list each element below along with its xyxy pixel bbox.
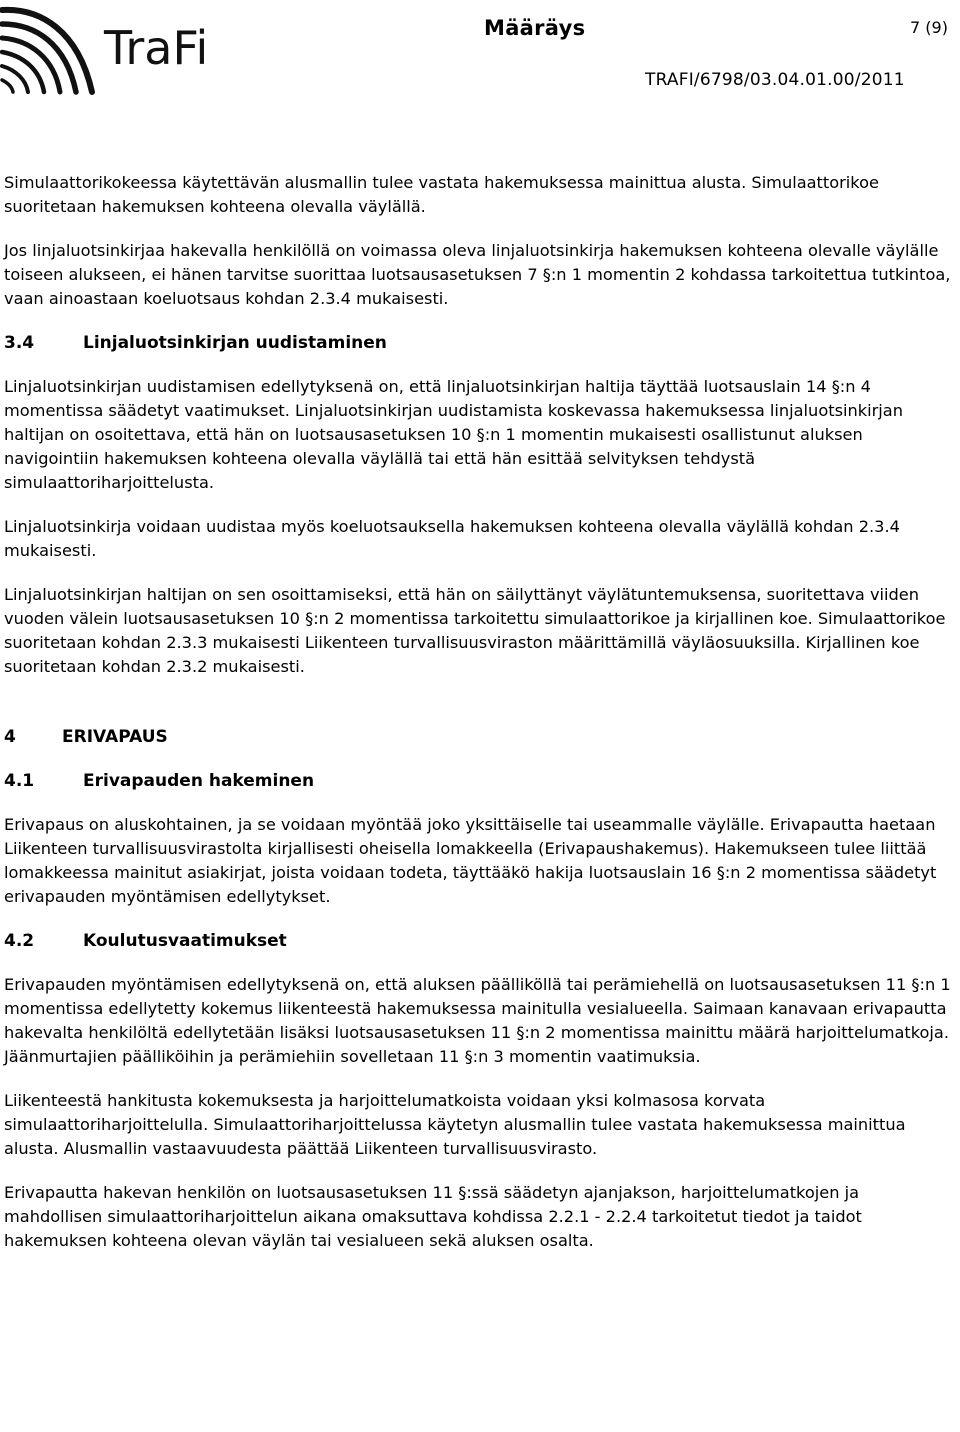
section-heading-4-2 [4, 929, 956, 953]
section-heading-4 [4, 725, 956, 749]
document-body [4, 171, 956, 1273]
paragraph-exemption-application: Erivapaus on aluskohtainen, ja se voidaan myöntää joko yksittäiselle tai useammalle väylälle. Erivapautta haetaan Liikenteen turvallisuusvirastolta kirjallisesti oheisella lomakkeella (Erivapaushakemus). Hakemukseen tulee liittää lomakkeessa mainitut asiakirjat, joista voidaan todeta, täyttääkö hakija luotsauslain 16 §:n 2 momentissa säädetyt erivapauden myöntämisen edellytykset. [4, 815, 937, 906]
section-title: Linjaluotsinkirjan uudistaminen [83, 333, 387, 353]
paragraph-simulator-test: Simulaattorikokeessa käytettävän alusmallin tulee vastata hakemuksessa mainittua alusta. Simulaattorikoe suoritetaan hakemuksen kohteena olevalla väylällä. [4, 173, 879, 216]
paragraph-simulator-substitution: Liikenteestä hankitusta kokemuksesta ja harjoittelumatkoista voidaan yksi kolmasosa korvata simulaattoriharjoittelulla. Simulaattoriharjoittelussa käytetyn alusmallin tulee vastata hakemuksessa mainittua alusta. Alusmallin vastaavuudesta päättää Liikenteen turvallisuusvirasto. [4, 1091, 906, 1158]
section-number: 3.4 [4, 333, 35, 353]
paragraph-existing-license: Jos linjaluotsinkirjaa hakevalla henkilöllä on voimassa oleva linjaluotsinkirja hakemuksen kohteena olevalle väylälle toiseen alukseen, ei hänen tarvitse suorittaa luotsausasetuksen 7 §:n 1 momentin 2 kohdassa tarkoitettua tutkintoa, vaan ainoastaan koeluotsaus kohdan 2.3.4 mukaisesti. [4, 241, 951, 308]
page-number: 7 (9) [910, 18, 948, 37]
paragraph-renewal-requirements: Linjaluotsinkirjan uudistamisen edellytyksenä on, että linjaluotsinkirjan haltija täyttää luotsauslain 14 §:n 4 momentissa säädetyt vaatimukset. Linjaluotsinkirjan uudistamista koskevassa hakemuksessa linjaluotsinkirjan haltijan on osoitettava, että hän on luotsausasetuksen 10 §:n 1 momentin mukaisesti osallistunut aluksen navigointiin hakemuksen kohteena olevalla väylällä tai että hän esittää selvityksen tehdystä simulaattoriharjoittelusta. [4, 377, 903, 492]
section-number: 4 [4, 727, 16, 747]
section-heading-4-1 [4, 769, 956, 793]
document-type: Määräys [484, 16, 586, 40]
logo-text: TraFi [104, 21, 209, 75]
section-title: Erivapauden hakeminen [83, 771, 315, 791]
section-number: 4.1 [4, 771, 35, 791]
paragraph-renewal-pilotage: Linjaluotsinkirja voidaan uudistaa myös koeluotsauksella hakemuksen kohteena olevalla väylällä kohdan 2.3.4 mukaisesti. [4, 517, 900, 560]
paragraph-knowledge-skills: Erivapautta hakevan henkilön on luotsausasetuksen 11 §:ssä säädetyn ajanjakson, harjoittelumatkojen ja mahdollisen simulaattoriharjoittelun aikana omaksuttava kohdissa 2.2.1 - 2.2.4 tarkoitetut tiedot ja taidot hakemuksen kohteena olevan väylän tai vesialueen sekä aluksen osalta. [4, 1183, 862, 1250]
section-heading-3-4 [4, 331, 956, 355]
section-title: ERIVAPAUS [62, 727, 168, 747]
trafi-logo-mark [0, 0, 240, 110]
section-number: 4.2 [4, 931, 35, 951]
section-title: Koulutusvaatimukset [83, 931, 287, 951]
paragraph-renewal-tests: Linjaluotsinkirjan haltijan on sen osoittamiseksi, että hän on säilyttänyt väylätuntemuksensa, suoritettava viiden vuoden välein luotsausasetuksen 10 §:n 2 momentissa tarkoitettu simulaattorikoe ja kirjallinen koe. Simulaattorikoe suoritetaan kohdan 2.3.3 mukaisesti Liikenteen turvallisuusviraston määrittämillä väyläosuuksilla. Kirjallinen koe suoritetaan kohdan 2.3.2 mukaisesti. [4, 585, 946, 676]
trafi-logo [0, 0, 240, 110]
document-reference: TRAFI/6798/03.04.01.00/2011 [645, 70, 905, 90]
paragraph-training-requirements: Erivapauden myöntämisen edellytyksenä on, että aluksen päälliköllä tai perämiehellä on luotsausasetuksen 11 §:n 1 momentissa edellytetty kokemus liikenteestä hakemuksessa mainitulla vesialueella. Saimaan kanavaan erivapautta hakevalta henkilöltä edellytetään lisäksi luotsausasetuksen 11 §:n 2 momentissa mainittu määrä harjoittelumatkoja. Jäänmurtajien päälliköihin ja perämiehiin sovelletaan 11 §:n 3 momentin vaatimuksia. [4, 975, 951, 1066]
